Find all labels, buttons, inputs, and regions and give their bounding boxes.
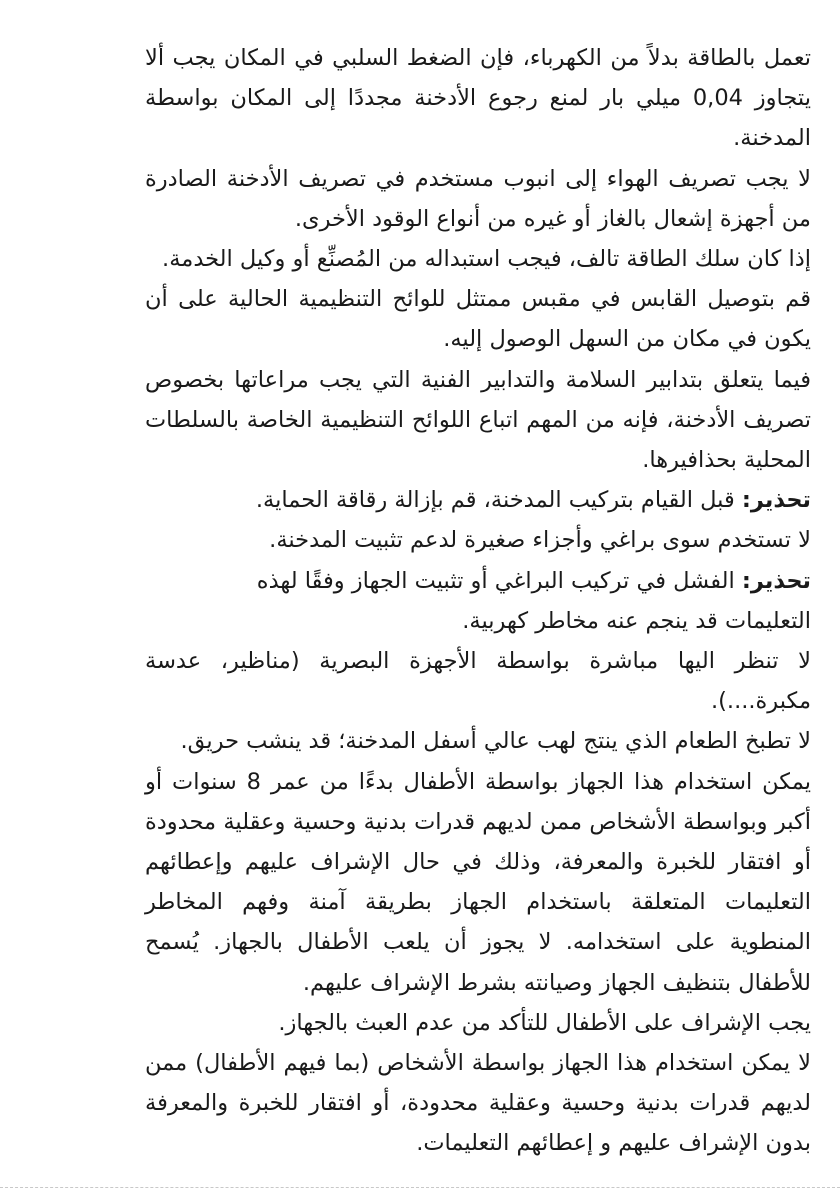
page-bottom-divider xyxy=(0,1187,840,1192)
paragraph-supervise-children: يجب الإشراف على الأطفال للتأكد من عدم العبث بالجهاز. xyxy=(278,1009,811,1036)
paragraph-air-discharge: لا يجب تصريف الهواء إلى انبوب مستخدم في تصريف الأدخنة الصادرة من أجهزة إشعال بالغاز أو غيره من أنواع الوقود الأخرى. xyxy=(145,165,811,232)
manual-page xyxy=(145,38,811,1164)
warning-line: التعليمات قد ينجم عنه مخاطر كهربية. xyxy=(462,607,811,634)
warning-protective-film xyxy=(145,480,811,560)
paragraph-negative-pressure: تعمل بالطاقة بدلاً من الكهرباء، فإن الضغط السلبي في المكان يجب ألا يتجاوز 0,04 ميلي بار لمنع رجوع الأدخنة مجددًا إلى المكان بواسطة المدخنة. xyxy=(145,45,811,152)
paragraph-power-cord: إذا كان سلك الطاقة تالف، فيجب استبداله من المُصنِّع أو وكيل الخدمة. xyxy=(162,246,811,273)
paragraph-fire-risk: لا تطبخ الطعام الذي ينتج لهب عالي أسفل المدخنة؛ قد ينشب حريق. xyxy=(180,728,811,755)
paragraph-local-regulations: فيما يتعلق بتدابير السلامة والتدابير الفنية التي يجب مراعاتها بخصوص تصريف الأدخنة، فإنه من المهم اتباع اللوائح التنظيمية الخاصة بالسلطات المحلية بحذافيرها. xyxy=(145,366,811,474)
warning-label: تحذير: xyxy=(741,487,811,514)
warning-screws xyxy=(145,561,811,641)
warning-line: لا تستخدم سوى براغي وأجزاء صغيرة لدعم تثبيت المدخنة. xyxy=(269,527,811,554)
warning-text: قبل القيام بتركيب المدخنة، قم بإزالة رقاقة الحماية. xyxy=(255,487,742,514)
paragraph-children-usage: يمكن استخدام هذا الجهاز بواسطة الأطفال بدءًا من عمر 8 سنوات أو أكبر وبواسطة الأشخاص ممن لديهم قدرات بدنية وحسية وعقلية محدودة أو افتقار للخبرة والمعرفة، وذلك في حال الإشراف عليهم وإعطائهم التعليمات المتعلقة باستخدام الجهاز بطريقة آمنة وفهم المخاطر المنطوية على استخدامه. لا يجوز أن يلعب الأطفال بالجهاز. يُسمح للأطفال بتنظيف الجهاز وصيانته بشرط الإشراف عليهم. xyxy=(145,768,811,996)
paragraph-restricted-usage: لا يمكن استخدام هذا الجهاز بواسطة الأشخاص (بما فيهم الأطفال) ممن لديهم قدرات بدنية وحسية وعقلية محدودة، أو افتقار للخبرة والمعرفة بدون الإشراف عليهم و إعطائهم التعليمات. xyxy=(145,1050,811,1157)
paragraph-optical-devices: لا تنظر اليها مباشرة بواسطة الأجهزة البصرية (مناظير، عدسة مكبرة....). xyxy=(145,648,811,715)
warning-line xyxy=(249,561,811,601)
warning-label: تحذير: xyxy=(741,567,811,594)
warning-line xyxy=(189,480,811,520)
warning-text: الفشل في تركيب البراغي أو تثبيت الجهاز وفقًا لهذه xyxy=(256,567,742,594)
paragraph-plug-socket: قم بتوصيل القابس في مقبس ممتثل للوائح التنظيمية الحالية على أن يكون في مكان من السهل الوصول إليه. xyxy=(145,286,811,353)
